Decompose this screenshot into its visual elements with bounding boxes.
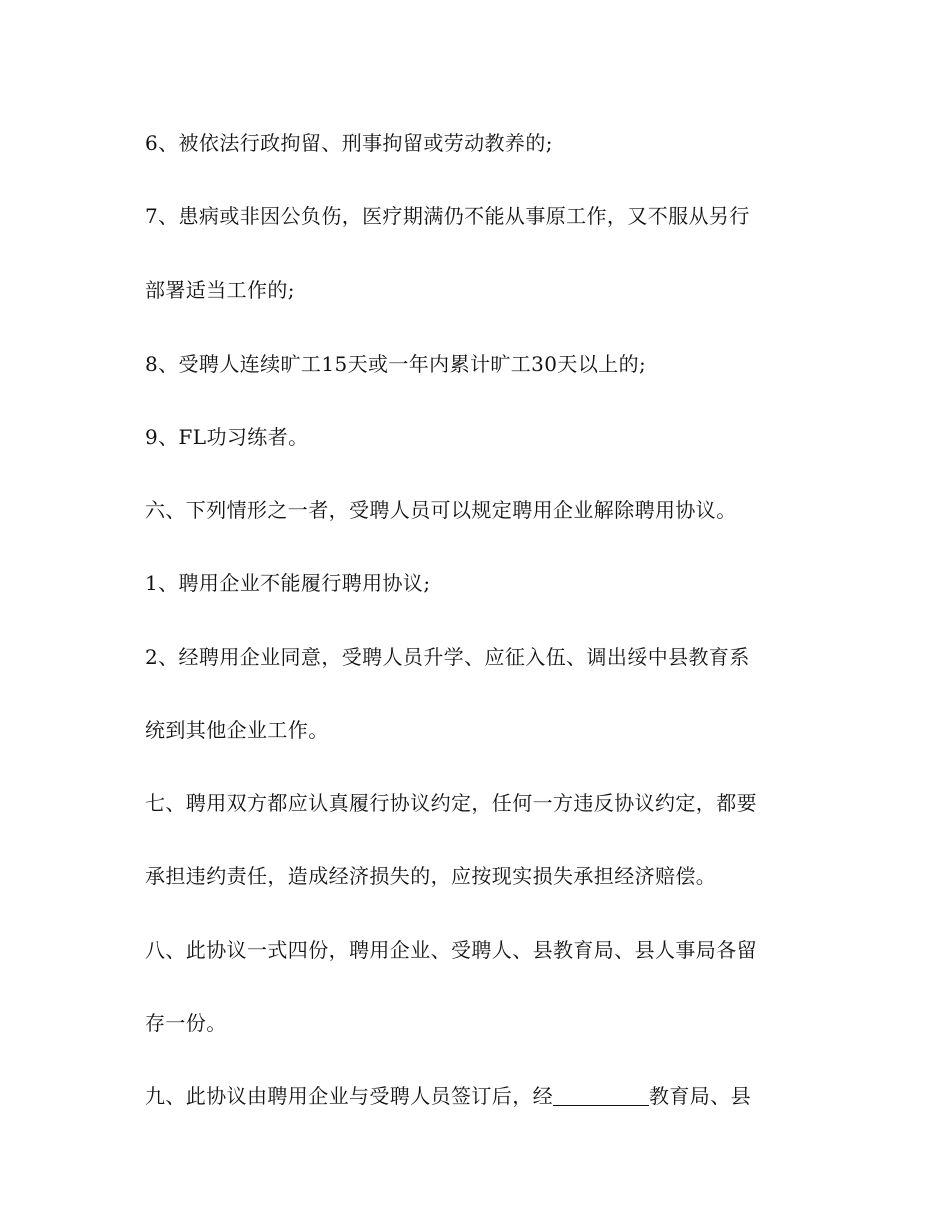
clause-7-line-1: 七、聘用双方都应认真履行协议约定，任何一方违反协议约定，都要 bbox=[145, 791, 757, 815]
clause-6-sub-item-2-line-1: 2、经聘用企业同意，受聘人员升学、应征入伍、调出绥中县教育系 bbox=[145, 645, 750, 669]
clause-8-line-1: 八、此协议一式四份，聘用企业、受聘人、县教育局、县人事局各留 bbox=[145, 938, 757, 962]
clause-6-item-6: 6、被依法行政拘留、刑事拘留或劳动教养的; bbox=[145, 131, 553, 155]
clause-6-item-8: 8、受聘人连续旷工15天或一年内累计旷工30天以上的; bbox=[145, 352, 647, 376]
clause-6-item-9: 9、FL功习练者。 bbox=[145, 425, 309, 449]
clause-7-line-2: 承担违约责任，造成经济损失的，应按现实损失承担经济赔偿。 bbox=[145, 864, 717, 888]
clause-6-item-7-line-1: 7、患病或非因公负伤，医疗期满仍不能从事原工作，又不服从另行 bbox=[145, 204, 750, 228]
clause-6-sub-item-1: 1、聘用企业不能履行聘用协议; bbox=[145, 571, 431, 595]
clause-9-text-before-blank: 九、此协议由聘用企业与受聘人员签订后，经 bbox=[145, 1084, 553, 1108]
fill-in-blank bbox=[553, 1087, 649, 1106]
clause-6-heading: 六、下列情形之一者，受聘人员可以规定聘用企业解除聘用协议。 bbox=[145, 498, 737, 522]
clause-6-sub-item-2-line-2: 统到其他企业工作。 bbox=[145, 718, 329, 742]
clause-8-line-2: 存一份。 bbox=[145, 1011, 227, 1035]
clause-6-item-7-line-2: 部署适当工作的; bbox=[145, 278, 295, 302]
clause-9-text-after-blank: 教育局、县 bbox=[649, 1084, 751, 1108]
clause-9-line-1 bbox=[145, 1084, 825, 1108]
